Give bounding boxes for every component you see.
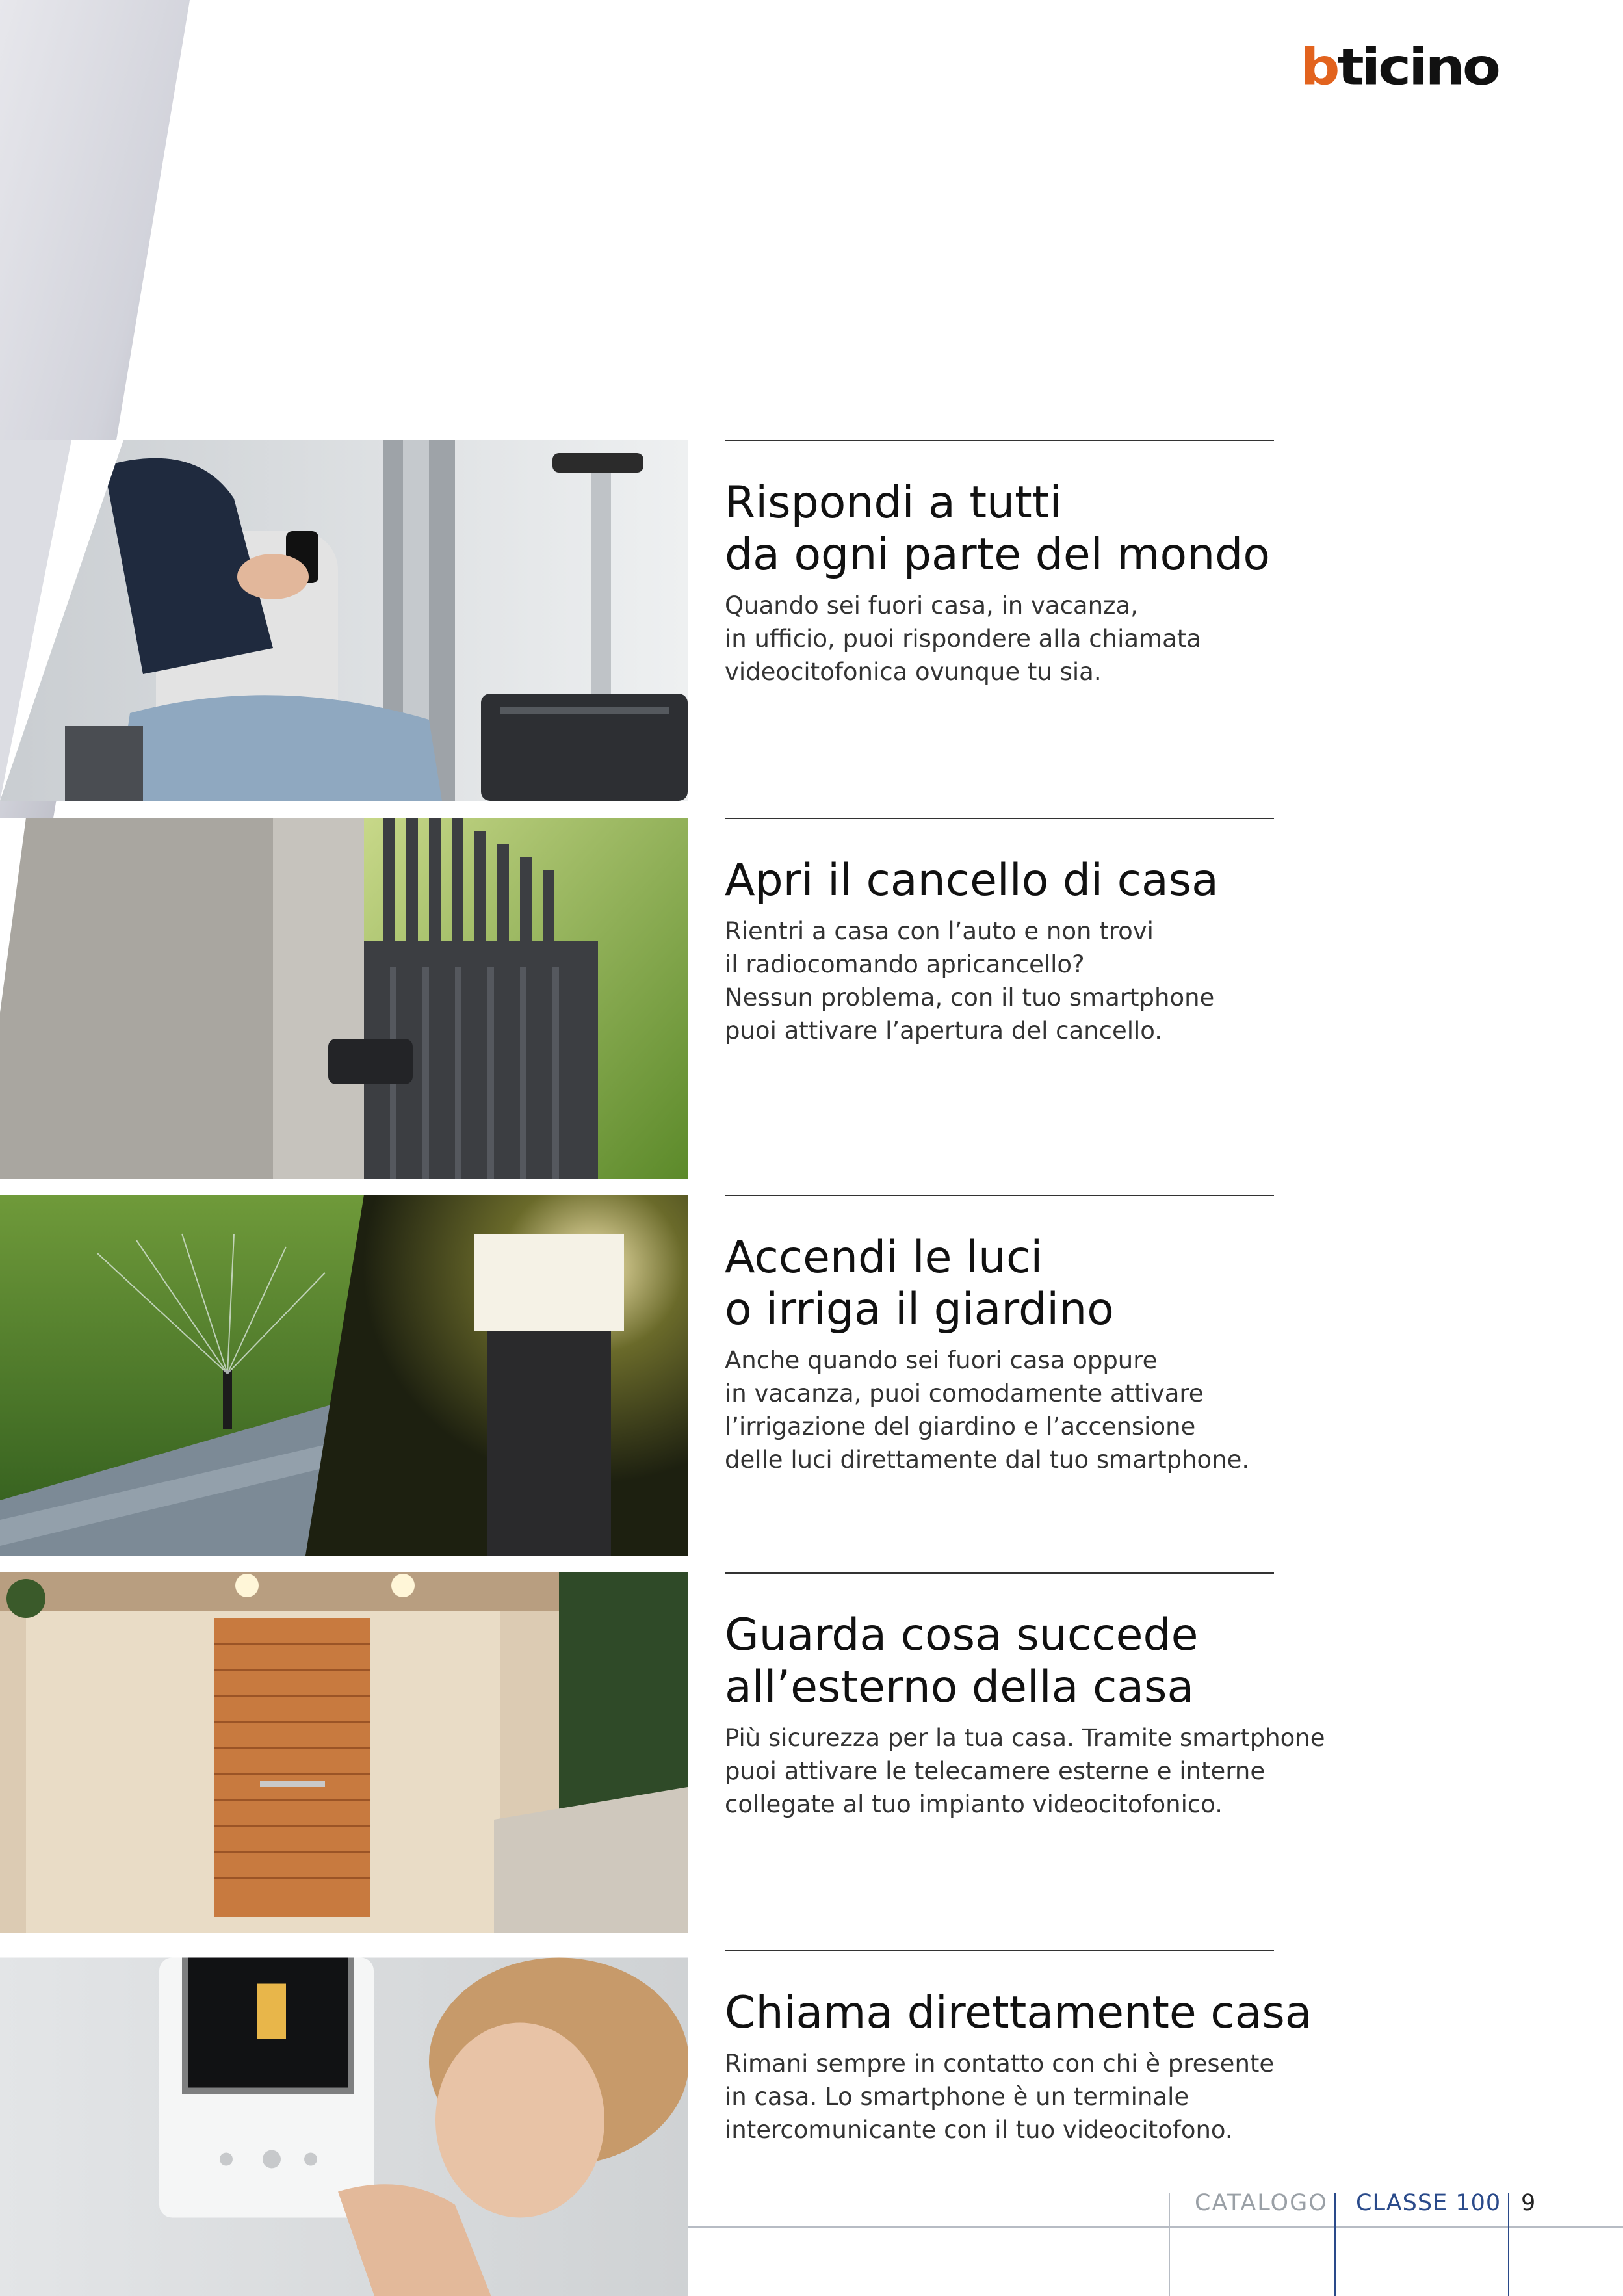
footer-divider — [1169, 2193, 1170, 2296]
feature-description: Più sicurezza per la tua casa. Tramite smartphone puoi attivare le telecamere esterne e interne collegate al tuo impianto videocitofonico. — [725, 1724, 1325, 1818]
photo-woman-smartphone — [0, 440, 688, 801]
feature-lights-irrigation — [725, 1195, 1329, 1476]
section-rule — [725, 1950, 1274, 1951]
feature-description: Quando sei fuori casa, in vacanza, in ufficio, puoi rispondere alla chiamata videocitofonica ovunque tu sia. — [725, 592, 1201, 686]
feature-answer-anywhere — [725, 440, 1329, 688]
page-number: 9 — [1521, 2190, 1536, 2216]
feature-call-home — [725, 1950, 1329, 2146]
feature-title: Accendi le luci o irriga il giardino — [725, 1232, 1114, 1335]
feature-title: Rispondi a tutti da ogni parte del mondo — [725, 477, 1270, 581]
page-footer — [688, 2181, 1623, 2296]
photo-front-door — [0, 1572, 688, 1933]
bticino-logo — [1300, 38, 1511, 97]
feature-description: Rientri a casa con l’auto e non trovi il radiocomando apricancello? Nessun problema, con il tuo smartphone puoi attivare l’apertura del cancello. — [725, 917, 1215, 1045]
feature-description: Anche quando sei fuori casa oppure in vacanza, puoi comodamente attivare l’irrigazione del giardino e l’accensione delle luci direttamente dal tuo smartphone. — [725, 1346, 1250, 1474]
footer-divider — [1334, 2193, 1336, 2296]
feature-title: Apri il cancello di casa — [725, 855, 1219, 906]
section-rule — [725, 440, 1274, 441]
feature-open-gate — [725, 818, 1329, 1047]
photo-gate — [0, 818, 688, 1179]
footer-catalog-label: CATALOGO — [1195, 2190, 1328, 2216]
feature-title: Chiama direttamente casa — [725, 1987, 1312, 2039]
feature-description: Rimani sempre in contatto con chi è presente in casa. Lo smartphone è un terminale intercomunicante con il tuo videocitofono. — [725, 2050, 1275, 2144]
feature-title: Guarda cosa succede all’esterno della casa — [725, 1610, 1199, 1713]
logo-wordmark: ticino — [1337, 38, 1498, 97]
section-rule — [725, 818, 1274, 819]
photo-garden-light — [0, 1195, 688, 1556]
photo-intercom — [0, 1950, 688, 2296]
footer-divider — [1508, 2193, 1509, 2296]
logo-b-mark: b — [1300, 38, 1338, 97]
feature-outdoor-cameras — [725, 1572, 1329, 1821]
footer-rule — [688, 2226, 1623, 2228]
section-rule — [725, 1195, 1274, 1196]
section-rule — [725, 1572, 1274, 1574]
footer-series-label: CLASSE 100 — [1356, 2190, 1501, 2216]
